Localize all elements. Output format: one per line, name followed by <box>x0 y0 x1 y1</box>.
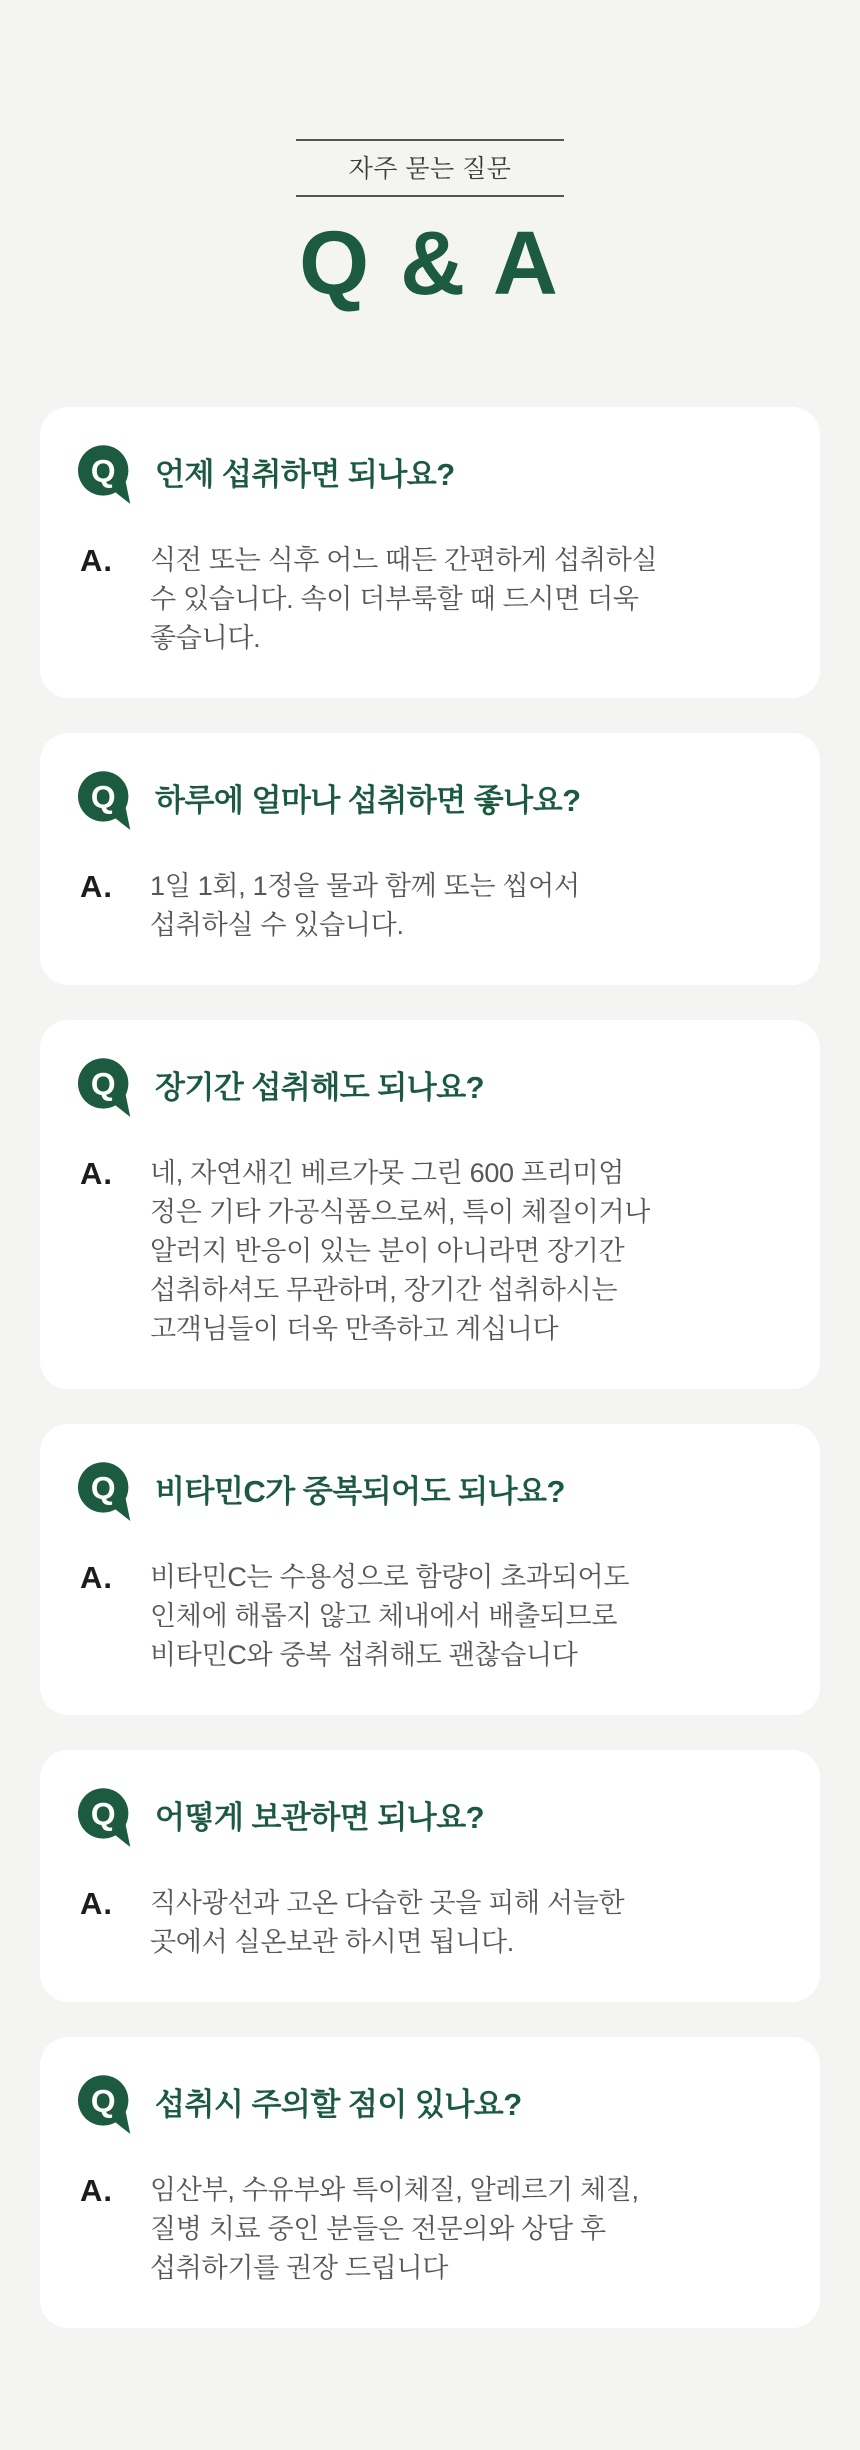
answer-line: 고객님들이 더욱 만족하고 계십니다 <box>150 1314 559 1344</box>
answer-line: 알러지 반응이 있는 분이 아니라면 장기간 <box>150 1236 625 1266</box>
question-bubble-icon <box>78 2075 134 2137</box>
faq-card <box>40 1750 820 2002</box>
answer-label: A. <box>80 543 113 578</box>
answer-line: 인체에 해롭지 않고 체내에서 배출되므로 <box>150 1601 618 1631</box>
faq-card <box>40 2037 820 2328</box>
answer-line: 식전 또는 식후 어느 때든 간편하게 섭취하실 <box>150 545 658 575</box>
question-row <box>78 445 786 507</box>
answer-line: 질병 치료 중인 분들은 전문의와 상담 후 <box>150 2214 606 2244</box>
question-row <box>78 2075 786 2137</box>
answer-row <box>78 1884 786 1962</box>
faq-question: 장기간 섭취해도 되나요? <box>155 1069 485 1105</box>
faq-question: 언제 섭취하면 되나요? <box>155 456 455 492</box>
question-bubble-letter: Q <box>90 452 116 489</box>
answer-label: A. <box>80 1560 113 1595</box>
answer-line: 섭취하기를 권장 드립니다 <box>150 2253 449 2283</box>
answer-label: A. <box>80 869 113 904</box>
answer-row <box>78 541 786 658</box>
answer-line: 직사광선과 고온 다습한 곳을 피해 서늘한 <box>150 1888 625 1918</box>
page-title: Q & A <box>299 214 561 314</box>
question-bubble-icon <box>78 1058 134 1120</box>
question-bubble-icon <box>78 771 134 833</box>
answer-line: 비타민C는 수용성으로 함량이 초과되어도 <box>150 1562 630 1592</box>
question-row <box>78 1058 786 1120</box>
answer-line: 좋습니다. <box>150 623 261 653</box>
answer-row <box>78 2171 786 2288</box>
faq-question: 어떻게 보관하면 되나요? <box>155 1799 485 1835</box>
answer-line: 섭취하실 수 있습니다. <box>150 910 404 940</box>
question-row <box>78 771 786 833</box>
answer-line: 네, 자연새긴 베르가못 그린 600 프리미엄 <box>150 1158 625 1188</box>
question-bubble-icon <box>78 1788 134 1850</box>
answer-line: 곳에서 실온보관 하시면 됩니다. <box>150 1927 514 1957</box>
faq-answer <box>150 1154 650 1349</box>
faq-question: 하루에 얼마나 섭취하면 좋나요? <box>155 782 581 818</box>
answer-label: A. <box>80 2173 113 2208</box>
answer-line: 정은 기타 가공식품으로써, 특이 체질이거나 <box>150 1197 651 1227</box>
question-row <box>78 1462 786 1524</box>
answer-label: A. <box>80 1886 113 1921</box>
answer-row <box>78 867 786 945</box>
faq-card <box>40 733 820 985</box>
faq-question: 비타민C가 중복되어도 되나요? <box>155 1473 565 1509</box>
answer-line: 비타민C와 중복 섭취해도 괜찮습니다 <box>150 1640 578 1670</box>
eyebrow-label: 자주 묻는 질문 <box>348 155 512 183</box>
answer-line: 섭취하셔도 무관하며, 장기간 섭취하시는 <box>150 1275 618 1305</box>
faq-answer <box>150 1884 624 1962</box>
faq-answer <box>150 541 657 658</box>
faq-card <box>40 407 820 698</box>
faq-card <box>40 1020 820 1389</box>
question-bubble-letter: Q <box>90 1795 116 1832</box>
eyebrow-box <box>296 139 564 197</box>
question-row <box>78 1788 786 1850</box>
faq-answer <box>150 2171 639 2288</box>
faq-card <box>40 1424 820 1715</box>
question-bubble-letter: Q <box>90 2082 116 2119</box>
faq-question: 섭취시 주의할 점이 있나요? <box>155 2086 522 2122</box>
question-bubble-icon <box>78 445 134 507</box>
question-bubble-icon <box>78 1462 134 1524</box>
answer-line: 수 있습니다. 속이 더부룩할 때 드시면 더욱 <box>150 584 639 614</box>
faq-card-list <box>0 407 860 2328</box>
question-bubble-letter: Q <box>90 1469 116 1506</box>
faq-answer <box>150 1558 629 1675</box>
question-bubble-letter: Q <box>90 778 116 815</box>
faq-answer <box>150 867 580 945</box>
answer-label: A. <box>80 1156 113 1191</box>
question-bubble-letter: Q <box>90 1065 116 1102</box>
answer-line: 임산부, 수유부와 특이체질, 알레르기 체질, <box>150 2175 639 2205</box>
answer-row <box>78 1154 786 1349</box>
answer-row <box>78 1558 786 1675</box>
answer-line: 1일 1회, 1정을 물과 함께 또는 씹어서 <box>150 871 580 901</box>
